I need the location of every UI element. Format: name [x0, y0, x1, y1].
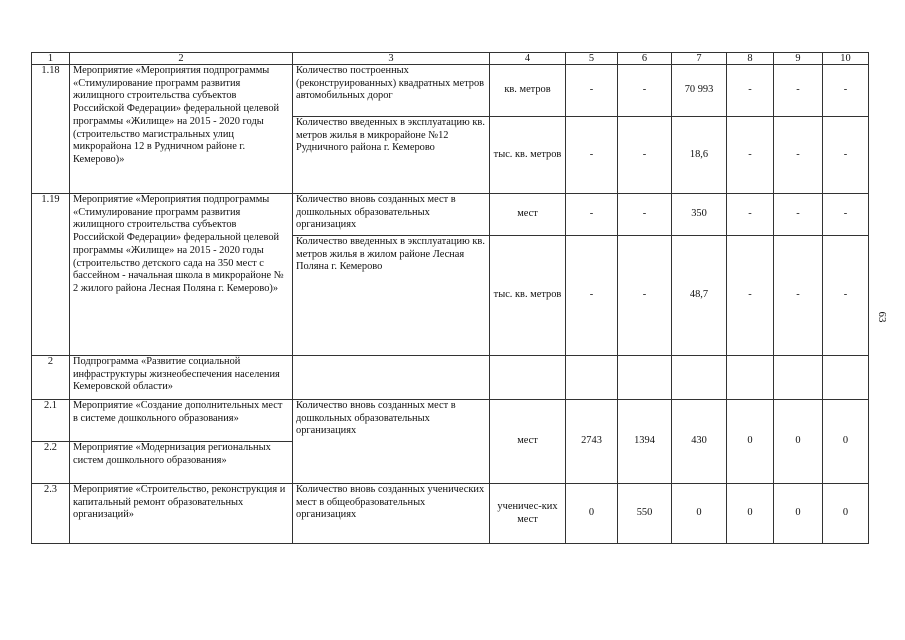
value-cell: - — [774, 236, 823, 356]
value-cell: 350 — [672, 194, 727, 236]
header-cell: 2 — [70, 53, 293, 65]
indicators-table — [31, 52, 869, 544]
value-cell: - — [727, 65, 774, 117]
value-cell: - — [566, 236, 618, 356]
header-cell: 1 — [32, 53, 70, 65]
value-cell: - — [774, 65, 823, 117]
header-cell: 8 — [727, 53, 774, 65]
empty-cell — [727, 356, 774, 400]
row-number: 1.18 — [32, 65, 70, 194]
header-cell: 4 — [490, 53, 566, 65]
header-cell: 9 — [774, 53, 823, 65]
event-cell: Мероприятие «Мероприятия подпрограммы «Стимулирование программ развития жилищного строительства субъектов Российской Федерации» федеральной целевой программы «Жилище» на 2015 - 2020 годы (строительство магистральных улиц микрорайона 12 в Рудничном районе г. Кемерово)» — [70, 65, 293, 194]
value-cell: - — [618, 117, 672, 194]
empty-cell — [672, 356, 727, 400]
empty-cell — [618, 356, 672, 400]
row-number: 2.1 — [32, 400, 70, 442]
value-cell: - — [727, 117, 774, 194]
header-cell: 6 — [618, 53, 672, 65]
unit-cell: мест — [490, 194, 566, 236]
header-cell: 5 — [566, 53, 618, 65]
unit-cell: ученичес-ких мест — [490, 484, 566, 544]
value-cell: - — [823, 236, 869, 356]
value-cell: - — [823, 117, 869, 194]
value-cell: 0 — [727, 484, 774, 544]
value-cell: 0 — [672, 484, 727, 544]
indicator-cell: Количество вновь созданных мест в дошкольных образовательных организациях — [293, 400, 490, 484]
value-cell: 18,6 — [672, 117, 727, 194]
value-cell: - — [727, 236, 774, 356]
indicator-cell: Количество вновь созданных мест в дошкольных образовательных организациях — [293, 194, 490, 236]
row-number: 2.3 — [32, 484, 70, 544]
header-row — [32, 53, 869, 65]
value-cell: 0 — [774, 484, 823, 544]
table-row — [32, 194, 869, 236]
value-cell: 0 — [823, 400, 869, 484]
indicator-cell: Количество введенных в эксплуатацию кв. метров жилья в жилом районе Лесная Поляна г. Кемерово — [293, 236, 490, 356]
value-cell: 48,7 — [672, 236, 727, 356]
indicator-cell: Количество построенных (реконструированных) квадратных метров автомобильных дорог — [293, 65, 490, 117]
table-row — [32, 356, 869, 400]
value-cell: - — [618, 236, 672, 356]
value-cell: 0 — [566, 484, 618, 544]
table-row — [32, 400, 869, 442]
unit-cell: тыс. кв. метров — [490, 117, 566, 194]
header-cell: 7 — [672, 53, 727, 65]
value-cell: 70 993 — [672, 65, 727, 117]
value-cell: - — [774, 117, 823, 194]
value-cell: 1394 — [618, 400, 672, 484]
event-cell: Мероприятие «Создание дополнительных мест в системе дошкольного образования» — [70, 400, 293, 442]
event-cell: Мероприятие «Мероприятия подпрограммы «Стимулирование программ развития жилищного строительства субъектов Российской Федерации» федеральной целевой программы «Жилище» на 2015 - 2020 годы (строительство детского сада на 350 мест с бассейном - начальная школа в микрорайоне № 2 жилого района Лесная Поляна г. Кемерово)» — [70, 194, 293, 356]
value-cell: 0 — [727, 400, 774, 484]
value-cell: - — [618, 194, 672, 236]
event-cell: Подпрограмма «Развитие социальной инфраструктуры жизнеобеспечения населения Кемеровской области» — [70, 356, 293, 400]
value-cell: 2743 — [566, 400, 618, 484]
row-number: 2 — [32, 356, 70, 400]
page-number: 63 — [876, 311, 888, 323]
table-row — [32, 65, 869, 117]
value-cell: - — [566, 65, 618, 117]
value-cell: 0 — [774, 400, 823, 484]
unit-cell: кв. метров — [490, 65, 566, 117]
value-cell: - — [566, 117, 618, 194]
header-cell: 10 — [823, 53, 869, 65]
empty-cell — [774, 356, 823, 400]
empty-cell — [490, 356, 566, 400]
value-cell: 550 — [618, 484, 672, 544]
indicator-cell: Количество вновь созданных ученических мест в общеобразовательных организациях — [293, 484, 490, 544]
value-cell: - — [618, 65, 672, 117]
value-cell: 430 — [672, 400, 727, 484]
row-number: 2.2 — [32, 442, 70, 484]
event-cell: Мероприятие «Модернизация региональных систем дошкольного образования» — [70, 442, 293, 484]
value-cell: - — [774, 194, 823, 236]
value-cell: - — [823, 65, 869, 117]
value-cell: - — [823, 194, 869, 236]
empty-cell — [823, 356, 869, 400]
indicator-cell: Количество введенных в эксплуатацию кв. метров жилья в микрорайоне №12 Рудничного района г. Кемерово — [293, 117, 490, 194]
event-cell: Мероприятие «Строительство, реконструкция и капитальный ремонт образовательных организаций» — [70, 484, 293, 544]
value-cell: - — [566, 194, 618, 236]
value-cell: 0 — [823, 484, 869, 544]
empty-cell — [293, 356, 490, 400]
row-number: 1.19 — [32, 194, 70, 356]
unit-cell: мест — [490, 400, 566, 484]
header-cell: 3 — [293, 53, 490, 65]
value-cell: - — [727, 194, 774, 236]
empty-cell — [566, 356, 618, 400]
unit-cell: тыс. кв. метров — [490, 236, 566, 356]
table-row — [32, 484, 869, 544]
